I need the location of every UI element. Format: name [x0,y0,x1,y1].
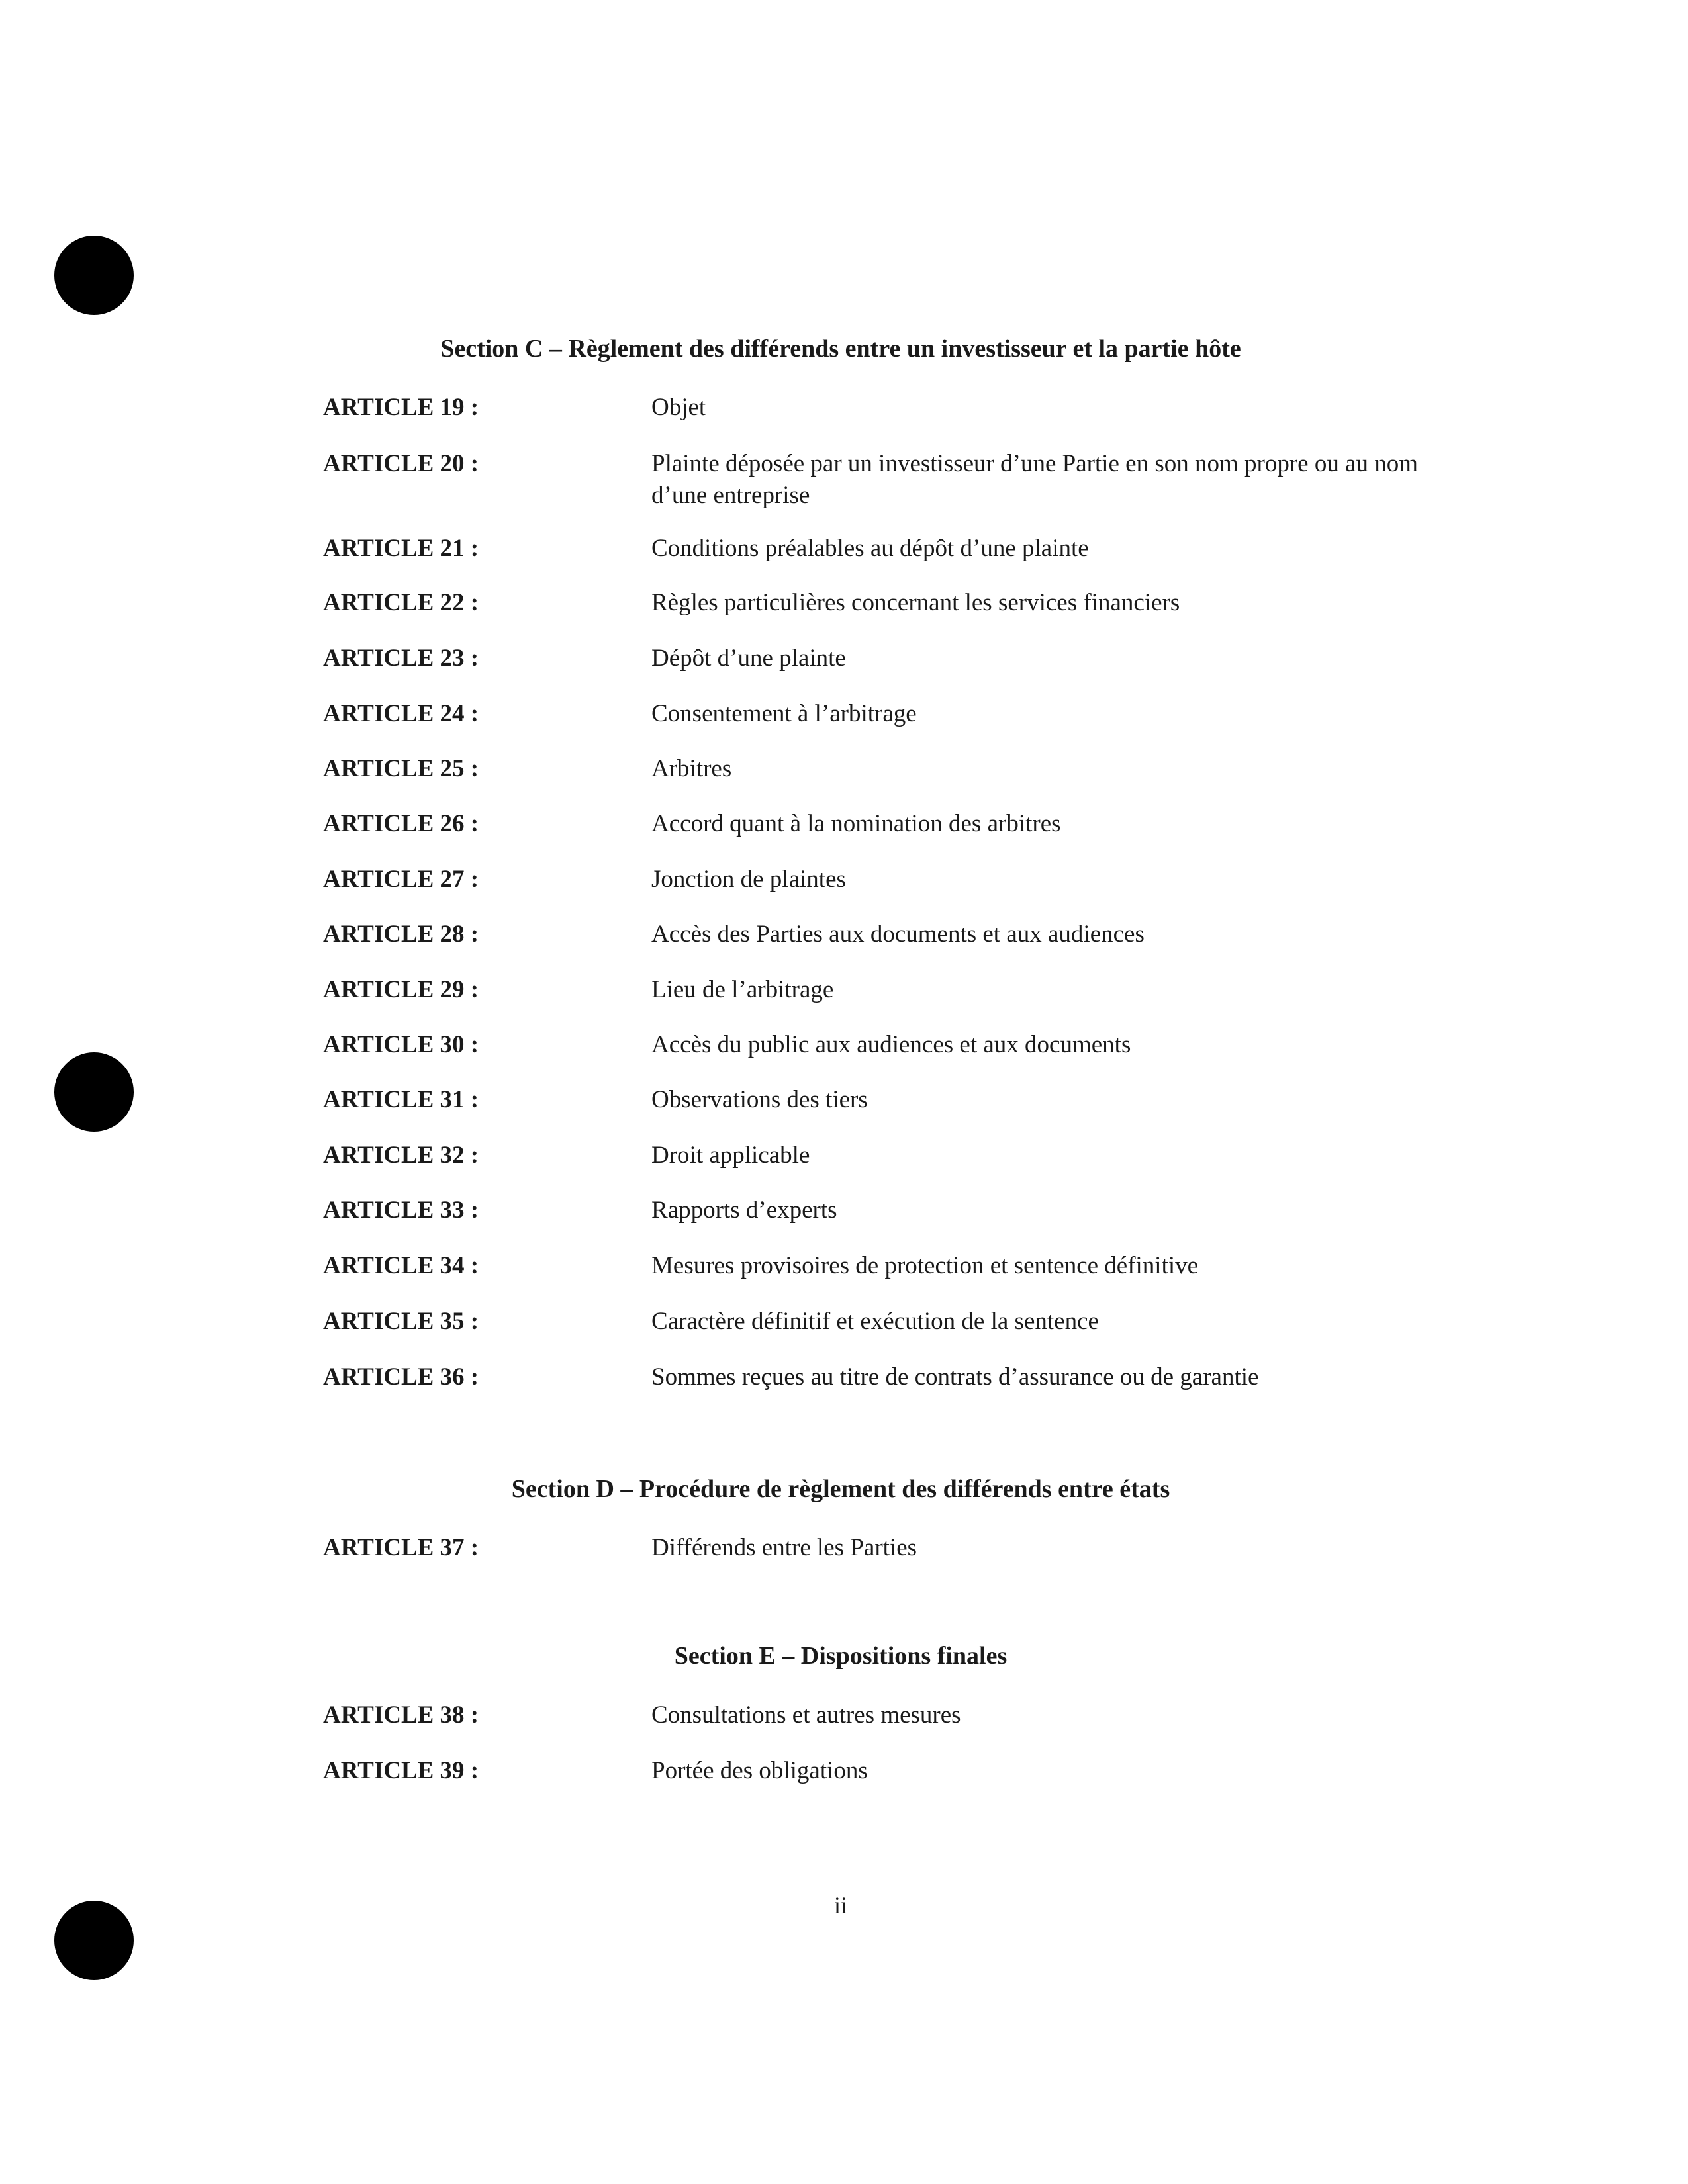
article-number: ARTICLE 27 : [323,866,479,893]
article-title: Observations des tiers [651,1086,868,1113]
article-title: Lieu de l’arbitrage [651,976,834,1003]
article-title: Règles particulières concernant les services financiers [651,589,1180,616]
article-number: ARTICLE 23 : [323,645,479,672]
article-number: ARTICLE 29 : [323,976,479,1003]
article-title: Consentement à l’arbitrage [651,700,917,727]
article-title: Sommes reçues au titre de contrats d’assurance ou de garantie [651,1363,1259,1390]
article-number: ARTICLE 28 : [323,921,479,948]
article-title: Plainte déposée par un investisseur d’une Partie en son nom propre ou au nom d’une entreprise [651,450,1419,509]
article-number: ARTICLE 25 : [323,755,479,782]
article-title: Accès des Parties aux documents et aux audiences [651,921,1145,948]
article-number: ARTICLE 35 : [323,1308,479,1335]
page-number: ii [833,1892,847,1919]
article-number: ARTICLE 36 : [323,1363,479,1390]
article-title: Rapports d’experts [651,1197,837,1224]
article-title: Différends entre les Parties [651,1534,917,1561]
article-title: Accès du public aux audiences et aux documents [651,1031,1131,1058]
article-number: ARTICLE 39 : [323,1757,479,1784]
article-title: Droit applicable [651,1142,810,1169]
article-title: Accord quant à la nomination des arbitres [651,810,1061,837]
article-number: ARTICLE 19 : [323,394,479,421]
article-number: ARTICLE 33 : [323,1197,479,1224]
section-heading: Section D – Procédure de règlement des différends entre états [511,1475,1170,1503]
article-number: ARTICLE 30 : [323,1031,479,1058]
article-title: Portée des obligations [651,1757,868,1784]
article-number: ARTICLE 31 : [323,1086,479,1113]
article-title: Consultations et autres mesures [651,1702,961,1729]
article-number: ARTICLE 32 : [323,1142,479,1169]
article-number: ARTICLE 38 : [323,1702,479,1729]
article-number: ARTICLE 21 : [323,535,479,562]
article-title: Arbitres [651,755,732,782]
article-title: Dépôt d’une plainte [651,645,846,672]
punch-hole [54,236,134,315]
article-number: ARTICLE 22 : [323,589,479,616]
article-title: Conditions préalables au dépôt d’une plainte [651,535,1089,562]
article-number: ARTICLE 37 : [323,1534,479,1561]
section-heading: Section E – Dispositions finales [674,1642,1008,1670]
article-number: ARTICLE 24 : [323,700,479,727]
punch-hole [54,1052,134,1132]
article-title: Jonction de plaintes [651,866,846,893]
article-number: ARTICLE 26 : [323,810,479,837]
article-title: Mesures provisoires de protection et sentence définitive [651,1252,1199,1279]
article-title: Caractère définitif et exécution de la sentence [651,1308,1099,1335]
article-title: Objet [651,394,706,421]
article-number: ARTICLE 34 : [323,1252,479,1279]
section-heading: Section C – Règlement des différends entre un investisseur et la partie hôte [440,335,1241,363]
article-number: ARTICLE 20 : [323,450,479,477]
